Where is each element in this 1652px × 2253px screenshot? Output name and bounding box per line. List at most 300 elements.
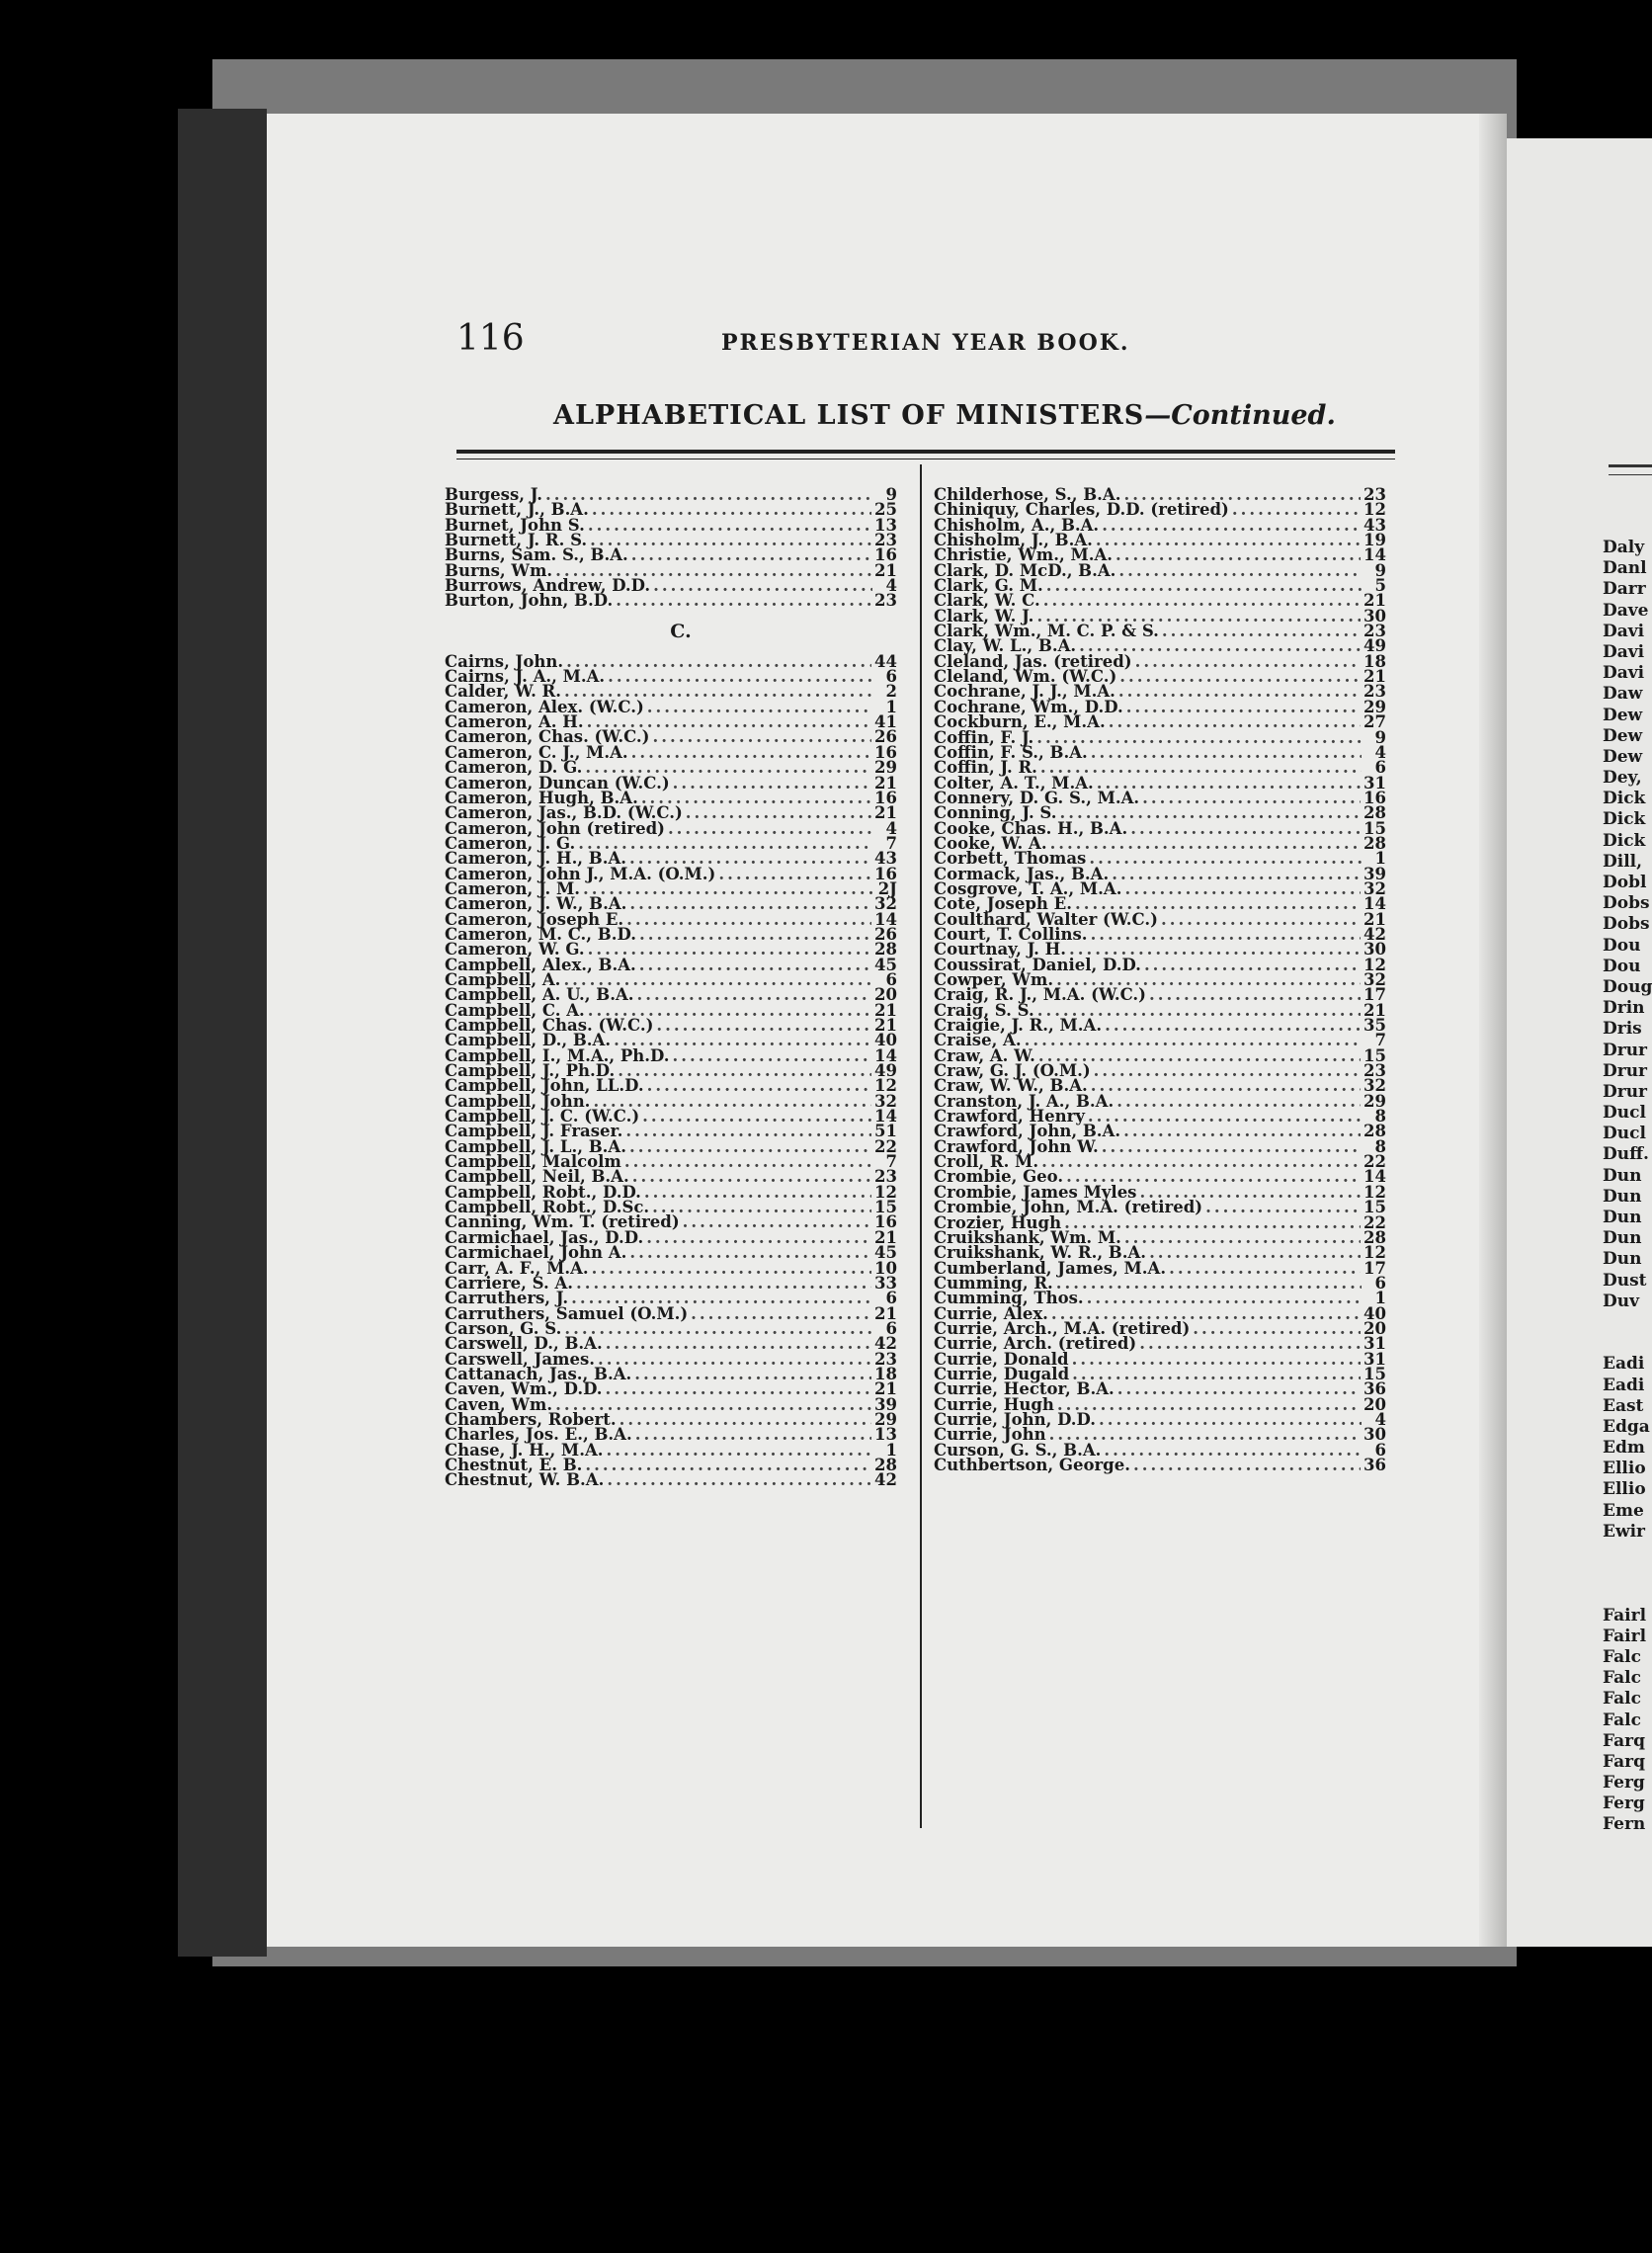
next-page-rule <box>1609 464 1652 467</box>
presbytery-number: 42 <box>1363 924 1386 944</box>
next-page-fragment: Ferg <box>1603 1794 1645 1814</box>
minister-name: Carmichael, John A. <box>445 1243 627 1263</box>
minister-name: Currie, Arch. (retired) <box>934 1334 1137 1354</box>
presbytery-number: 32 <box>1363 970 1386 989</box>
presbytery-number: 42 <box>874 1334 897 1354</box>
minister-name: Christie, Wm., M.A. <box>934 545 1114 565</box>
next-page-fragment: Davi <box>1603 641 1645 662</box>
presbytery-number: 29 <box>1363 1091 1386 1111</box>
presbytery-number: 12 <box>1363 500 1386 520</box>
presbytery-number: 7 <box>1374 1031 1386 1050</box>
minister-name: Campbell, J. Fraser. <box>445 1122 623 1141</box>
presbytery-number: 6 <box>1374 1273 1386 1293</box>
presbytery-number: 2J <box>877 878 897 898</box>
presbytery-number: 41 <box>874 712 897 732</box>
dot-leader <box>1091 927 1361 942</box>
next-page-fragment: Dew <box>1603 725 1643 746</box>
minister-name: Charles, Jos. E., B.A. <box>445 1425 632 1445</box>
minister-name: Campbell, J. C. (W.C.) <box>445 1107 640 1126</box>
dot-leader <box>1142 791 1361 805</box>
minister-name: Cumberland, James, M.A. <box>934 1258 1167 1278</box>
presbytery-number: 21 <box>874 1303 897 1323</box>
minister-name: Campbell, C. A. <box>445 1000 585 1020</box>
next-page-fragment: Dun <box>1603 1249 1642 1270</box>
dot-leader <box>1087 1291 1362 1305</box>
next-page-fragment: Dobs <box>1603 893 1650 914</box>
minister-name: Cooke, Chas. H., B.A. <box>934 818 1128 838</box>
next-page-fragment: Falc <box>1603 1689 1641 1710</box>
presbytery-number: 28 <box>1363 803 1386 823</box>
presbytery-number: 30 <box>1363 606 1386 626</box>
minister-name: Calder, W. R. <box>445 682 562 702</box>
dot-leader <box>1205 1200 1361 1214</box>
presbytery-number: 44 <box>874 651 897 671</box>
dot-leader <box>668 821 872 836</box>
minister-name: Chestnut, W. B.A. <box>445 1470 605 1490</box>
dot-leader <box>1025 1033 1362 1047</box>
minister-name: Cowper, Wm. <box>934 970 1054 989</box>
minister-name: Cumming, R. <box>934 1273 1053 1293</box>
presbytery-number: 23 <box>1363 622 1386 641</box>
presbytery-number: 29 <box>874 758 897 778</box>
minister-name: Campbell, Alex., B.A. <box>445 955 636 974</box>
dot-leader <box>1091 745 1362 760</box>
running-title: PRESBYTERIAN YEAR BOOK. <box>721 330 1130 356</box>
next-page-fragment <box>1603 1584 1652 1605</box>
page-number: 116 <box>456 318 525 359</box>
next-page-fragment: Dou <box>1603 956 1641 976</box>
dot-leader <box>1089 851 1362 866</box>
presbytery-number: 9 <box>1374 560 1386 580</box>
presbytery-number: 26 <box>874 727 897 747</box>
minister-name: Cameron, Alex. (W.C.) <box>445 697 644 716</box>
next-page-fragment <box>1603 1312 1652 1333</box>
minister-name: Currie, Hugh <box>934 1394 1054 1414</box>
section-title <box>553 400 1336 431</box>
minister-name: Campbell, Chas. (W.C.) <box>445 1016 654 1035</box>
dot-leader <box>1105 1018 1361 1033</box>
presbytery-number: 43 <box>874 849 897 869</box>
dot-leader <box>673 776 871 791</box>
next-page-fragment: Eadi <box>1603 1375 1645 1395</box>
dot-leader <box>1139 1336 1361 1351</box>
minister-name: Campbell, D., B.A. <box>445 1031 612 1050</box>
dot-leader <box>1149 987 1361 1002</box>
minister-name: Burgess, J. <box>445 485 543 504</box>
dot-leader <box>1116 1094 1361 1109</box>
presbytery-number: 23 <box>1363 1061 1386 1081</box>
book-spine-shadow <box>178 109 267 1957</box>
next-page-fragment: Ellio <box>1603 1479 1646 1500</box>
dot-leader <box>566 654 871 669</box>
presbytery-number: 42 <box>874 1470 897 1490</box>
presbytery-number: 23 <box>874 1167 897 1187</box>
minister-name: Cumming, Thos. <box>934 1289 1084 1308</box>
minister-name: Chiniquy, Charles, D.D. (retired) <box>934 500 1229 520</box>
presbytery-number: 21 <box>874 560 897 580</box>
presbytery-number: 21 <box>1363 1000 1386 1020</box>
dot-leader <box>1169 1261 1361 1276</box>
dot-leader <box>1118 684 1361 699</box>
next-page-fragment: Drur <box>1603 1060 1648 1081</box>
dot-leader <box>629 1245 871 1260</box>
minister-name: Carruthers, J. <box>445 1289 569 1308</box>
minister-name: Curson, G. S., B.A. <box>934 1440 1102 1460</box>
dot-leader <box>1091 1078 1361 1093</box>
minister-name: Carswell, James. <box>445 1349 596 1369</box>
next-page-fragment: Farq <box>1603 1730 1645 1751</box>
presbytery-number: 12 <box>874 1076 897 1096</box>
presbytery-number: 14 <box>874 1045 897 1065</box>
next-page-fragment: Dill, <box>1603 851 1643 872</box>
minister-name: Coffin, J. R. <box>934 758 1037 778</box>
presbytery-number: 22 <box>874 1136 897 1156</box>
minister-name: Courtnay, J. H. <box>934 940 1066 960</box>
presbytery-number: 6 <box>885 1318 897 1338</box>
dot-leader <box>1119 669 1361 684</box>
letter-heading: C. <box>670 620 692 642</box>
minister-name: Cameron, Joseph E. <box>445 909 624 929</box>
dot-leader <box>1040 760 1362 775</box>
presbytery-number: 1 <box>885 1440 897 1460</box>
minister-name: Currie, Alex. <box>934 1303 1048 1323</box>
next-page-fragment: Ducl <box>1603 1103 1646 1124</box>
next-page-fragment: Ducl <box>1603 1124 1646 1144</box>
presbytery-number: 7 <box>885 833 897 853</box>
presbytery-number: 26 <box>874 924 897 944</box>
next-page-fragment: Darr <box>1603 579 1646 600</box>
presbytery-number: 18 <box>874 1364 897 1383</box>
presbytery-number: 28 <box>874 940 897 960</box>
presbytery-number: 15 <box>1363 1045 1386 1065</box>
dot-leader <box>606 1336 871 1351</box>
presbytery-number: 36 <box>1363 1379 1386 1399</box>
next-page-fragment: Drur <box>1603 1081 1648 1102</box>
dot-leader <box>1056 1276 1362 1291</box>
minister-name: Currie, Arch., M.A. (retired) <box>934 1318 1191 1338</box>
minister-name: Campbell, Robt., D.D. <box>445 1182 641 1202</box>
dot-leader <box>631 547 871 562</box>
next-page-fragment: Fairl <box>1603 1626 1647 1646</box>
next-page-fragment: East <box>1603 1395 1644 1416</box>
minister-name: Cranston, J. A., B.A. <box>934 1091 1115 1111</box>
minister-name: Coffin, F. S., B.A. <box>934 742 1088 762</box>
presbytery-number: 21 <box>874 773 897 793</box>
next-page-fragment: Dew <box>1603 705 1643 725</box>
next-page-fragment: Dobs <box>1603 914 1650 935</box>
next-page-fragment: Drin <box>1603 998 1645 1019</box>
minister-name: Currie, Hector, B.A. <box>934 1379 1115 1399</box>
dot-leader <box>608 669 872 684</box>
presbytery-number: 13 <box>874 515 897 535</box>
presbytery-number: 14 <box>1363 545 1386 565</box>
dot-leader <box>1112 867 1361 881</box>
presbytery-number: 29 <box>1363 697 1386 716</box>
minister-name: Colter, A. T., M.A. <box>934 773 1094 793</box>
presbytery-number: 20 <box>1363 1394 1386 1414</box>
presbytery-number: 32 <box>874 1091 897 1111</box>
presbytery-number: 19 <box>1363 531 1386 550</box>
next-page-fragment: Falc <box>1603 1646 1641 1667</box>
minister-name: Campbell, A. U., B.A. <box>445 985 634 1005</box>
minister-name: Campbell, John. <box>445 1091 591 1111</box>
next-page-rule-thin <box>1609 474 1652 475</box>
dot-leader <box>652 1200 871 1214</box>
minister-name: Cote, Joseph E. <box>934 894 1072 914</box>
left-column-b-entries <box>445 487 897 609</box>
list-item <box>445 1470 897 1490</box>
minister-name: Campbell, J., Ph.D. <box>445 1061 616 1081</box>
presbytery-number: 51 <box>874 1122 897 1141</box>
next-page-fragment: Dey, <box>1603 768 1642 789</box>
dot-leader <box>1060 805 1362 820</box>
presbytery-number: 49 <box>1363 636 1386 656</box>
minister-name: Craig, S. S. <box>934 1000 1034 1020</box>
presbytery-number: 21 <box>874 1000 897 1020</box>
next-page-fragment: Dun <box>1603 1165 1642 1186</box>
presbytery-number: 12 <box>1363 1182 1386 1202</box>
dot-leader <box>642 1109 871 1124</box>
dot-leader <box>1149 1245 1361 1260</box>
presbytery-number: 21 <box>874 1227 897 1247</box>
presbytery-number: 39 <box>874 1394 897 1414</box>
presbytery-number: 4 <box>885 576 897 596</box>
dot-leader <box>620 1412 871 1427</box>
minister-name: Cormack, Jas., B.A. <box>934 864 1110 883</box>
minister-name: Carr, A. F., M.A. <box>445 1258 589 1278</box>
next-page-fragment: Dun <box>1603 1208 1642 1227</box>
presbytery-number: 39 <box>1363 864 1386 883</box>
presbytery-number: 12 <box>1363 1243 1386 1263</box>
presbytery-number: 23 <box>1363 682 1386 702</box>
presbytery-number: 9 <box>885 485 897 504</box>
presbytery-number: 14 <box>1363 894 1386 914</box>
presbytery-number: 16 <box>874 545 897 565</box>
presbytery-number: 1 <box>885 697 897 716</box>
presbytery-number: 6 <box>885 667 897 687</box>
column-divider <box>920 464 922 1828</box>
minister-name: Carswell, D., B.A. <box>445 1334 603 1354</box>
presbytery-number: 1 <box>1374 849 1386 869</box>
next-page-fragment: Fairl <box>1603 1605 1647 1626</box>
minister-name: Cockburn, E., M.A. <box>934 712 1106 732</box>
presbytery-number: 21 <box>874 1016 897 1035</box>
dot-leader <box>683 1214 871 1229</box>
minister-name: Crawford, John W. <box>934 1136 1099 1156</box>
dot-leader <box>639 927 871 942</box>
presbytery-number: 28 <box>1363 1227 1386 1247</box>
next-page-fragment: Dick <box>1603 789 1646 809</box>
presbytery-number: 18 <box>1363 651 1386 671</box>
dot-leader <box>1041 1154 1361 1169</box>
next-page-fragment: Dou <box>1603 935 1641 956</box>
next-page-fragment: Falc <box>1603 1710 1641 1730</box>
dot-leader <box>618 1063 871 1078</box>
dot-leader <box>644 1185 871 1200</box>
presbytery-number: 21 <box>1363 909 1386 929</box>
minister-name: Campbell, A. <box>445 969 561 989</box>
dot-leader <box>1133 1458 1361 1472</box>
dot-leader <box>1162 624 1361 638</box>
minister-name: Cameron, John J., M.A. (O.M.) <box>445 864 716 883</box>
presbytery-number: 16 <box>1363 788 1386 807</box>
dot-leader <box>1099 1412 1362 1427</box>
section-title-text: ALPHABETICAL LIST OF MINISTERS <box>553 400 1145 431</box>
presbytery-number: 28 <box>874 1455 897 1474</box>
next-page-fragment: Daly <box>1603 538 1645 557</box>
minister-name: Clay, W. L., B.A. <box>934 636 1077 656</box>
dot-leader <box>637 987 872 1002</box>
minister-name: Cleland, Wm. (W.C.) <box>934 667 1117 687</box>
presbytery-number: 28 <box>1363 833 1386 853</box>
right-column <box>934 487 1386 1472</box>
dot-leader <box>1115 547 1361 562</box>
minister-name: Carriere, S. A. <box>445 1273 574 1293</box>
presbytery-number: 12 <box>874 1182 897 1202</box>
next-page-fragment: Drur <box>1603 1040 1648 1060</box>
dot-leader <box>653 578 872 593</box>
presbytery-number: 21 <box>874 803 897 823</box>
presbytery-number: 45 <box>874 955 897 974</box>
presbytery-number: 31 <box>1363 1349 1386 1369</box>
dot-leader <box>639 958 871 972</box>
next-page-fragment: Dick <box>1603 809 1646 830</box>
minister-name: Crombie, Geo. <box>934 1167 1064 1187</box>
presbytery-number: 29 <box>874 1409 897 1429</box>
presbytery-number: 21 <box>1363 591 1386 611</box>
next-page-fragment: Falc <box>1603 1668 1641 1689</box>
presbytery-number: 16 <box>874 742 897 762</box>
next-page-fragment: Duv <box>1603 1291 1639 1311</box>
presbytery-number: 43 <box>1363 515 1386 535</box>
presbytery-number: 21 <box>874 1379 897 1399</box>
dot-leader <box>1088 1109 1362 1124</box>
next-page-fragment <box>1603 1543 1652 1563</box>
presbytery-number: 15 <box>1363 1198 1386 1217</box>
dot-leader <box>1130 821 1361 836</box>
minister-name: Currie, John, D.D. <box>934 1409 1096 1429</box>
dot-leader <box>647 1078 871 1093</box>
minister-name: Burrows, Andrew, D.D. <box>445 576 651 596</box>
next-page-fragment: Daw <box>1603 684 1643 705</box>
minister-name: Caven, Wm. <box>445 1394 553 1414</box>
minister-name: Chisholm, A., B.A. <box>934 515 1100 535</box>
next-page-fragment: Ferg <box>1603 1773 1645 1794</box>
minister-name: Burnett, J., B.A. <box>445 500 589 520</box>
minister-name: Cosgrove, T. A., M.A. <box>934 878 1122 898</box>
dot-leader <box>571 1291 872 1305</box>
presbytery-number: 30 <box>1363 1425 1386 1445</box>
dot-leader <box>652 729 871 744</box>
dot-leader <box>1094 1063 1361 1078</box>
dot-leader <box>1057 1397 1361 1412</box>
dot-leader <box>1102 518 1361 533</box>
dot-leader <box>576 1276 871 1291</box>
presbytery-number: 45 <box>874 1243 897 1263</box>
presbytery-number: 1 <box>1374 1289 1386 1308</box>
dot-leader <box>564 1321 872 1336</box>
dot-leader <box>626 912 871 927</box>
presbytery-number: 14 <box>874 909 897 929</box>
presbytery-number: 32 <box>874 894 897 914</box>
next-page-fragment: Edga <box>1603 1416 1650 1437</box>
dot-leader <box>1104 1443 1362 1458</box>
dot-leader <box>1117 1381 1361 1396</box>
next-page-fragment: Eadi <box>1603 1354 1645 1375</box>
minister-name: Caven, Wm., D.D. <box>445 1379 603 1399</box>
dot-leader <box>686 805 871 820</box>
minister-name: Cameron, Duncan (W.C.) <box>445 773 670 793</box>
minister-name: Clark, W. J. <box>934 606 1034 626</box>
minister-name: Campbell, Malcolm <box>445 1152 621 1172</box>
minister-name: Cameron, A. H. <box>445 712 584 732</box>
presbytery-number: 6 <box>885 969 897 989</box>
dot-leader <box>1144 958 1361 972</box>
minister-name: Cameron, Jas., B.D. (W.C.) <box>445 803 683 823</box>
dot-leader <box>607 1472 871 1487</box>
next-page-fragments <box>1603 538 1652 1836</box>
dot-leader <box>1109 714 1361 729</box>
minister-name: Cameron, Chas. (W.C.) <box>445 727 650 747</box>
minister-name: Burton, John, B.D. <box>445 591 614 611</box>
dot-leader <box>1072 1352 1361 1367</box>
presbytery-number: 23 <box>874 1349 897 1369</box>
presbytery-number: 40 <box>874 1031 897 1050</box>
minister-name: Crawford, Henry <box>934 1107 1085 1126</box>
minister-name: Cameron, W. G. <box>445 940 585 960</box>
dot-leader <box>1193 1321 1361 1336</box>
presbytery-number: 17 <box>1363 1258 1386 1278</box>
minister-name: Cameron, J. H., B.A. <box>445 849 627 869</box>
next-page-fragment: Davi <box>1603 621 1645 641</box>
next-page-fragment: Dobl <box>1603 873 1647 892</box>
minister-name: Conning, J. S. <box>934 803 1057 823</box>
dot-leader <box>1072 1367 1361 1381</box>
minister-name: Craigie, J. R., M.A. <box>934 1016 1103 1036</box>
next-page-fragment: Doug <box>1603 976 1652 997</box>
dot-leader <box>647 700 872 714</box>
presbytery-number: 23 <box>874 591 897 611</box>
presbytery-number: 32 <box>1363 878 1386 898</box>
minister-name: Childerhose, S., B.A. <box>934 485 1121 504</box>
presbytery-number: 15 <box>1363 1364 1386 1383</box>
presbytery-number: 16 <box>874 1212 897 1232</box>
dot-leader <box>656 1018 871 1033</box>
minister-name: Cruikshank, W. R., B.A. <box>934 1243 1147 1263</box>
minister-name: Craw, A. W. <box>934 1045 1035 1065</box>
presbytery-number: 21 <box>1363 667 1386 687</box>
dot-leader <box>585 1458 871 1472</box>
dot-leader <box>1161 912 1361 927</box>
minister-name: Canning, Wm. T. (retired) <box>445 1212 680 1232</box>
minister-name: Campbell, Neil, B.A. <box>445 1167 629 1187</box>
presbytery-number: 12 <box>1363 955 1386 974</box>
minister-name: Cameron, J. M. <box>445 878 580 898</box>
minister-name: Cleland, Jas. (retired) <box>934 651 1132 671</box>
presbytery-number: 23 <box>1363 485 1386 504</box>
minister-name: Campbell, J. L., B.A. <box>445 1136 626 1156</box>
dot-leader <box>1096 533 1361 547</box>
minister-name: Currie, Donald <box>934 1349 1069 1369</box>
next-page-fragment: Dave <box>1603 600 1649 621</box>
presbytery-number: 5 <box>1374 576 1386 596</box>
minister-name: Cattanach, Jas., B.A. <box>445 1364 632 1383</box>
minister-name: Burnett, J. R. S. <box>445 531 588 550</box>
presbytery-number: 16 <box>874 788 897 807</box>
dot-leader <box>1118 563 1362 578</box>
minister-name: Cairns, John. <box>445 651 564 671</box>
presbytery-number: 40 <box>1363 1303 1386 1323</box>
